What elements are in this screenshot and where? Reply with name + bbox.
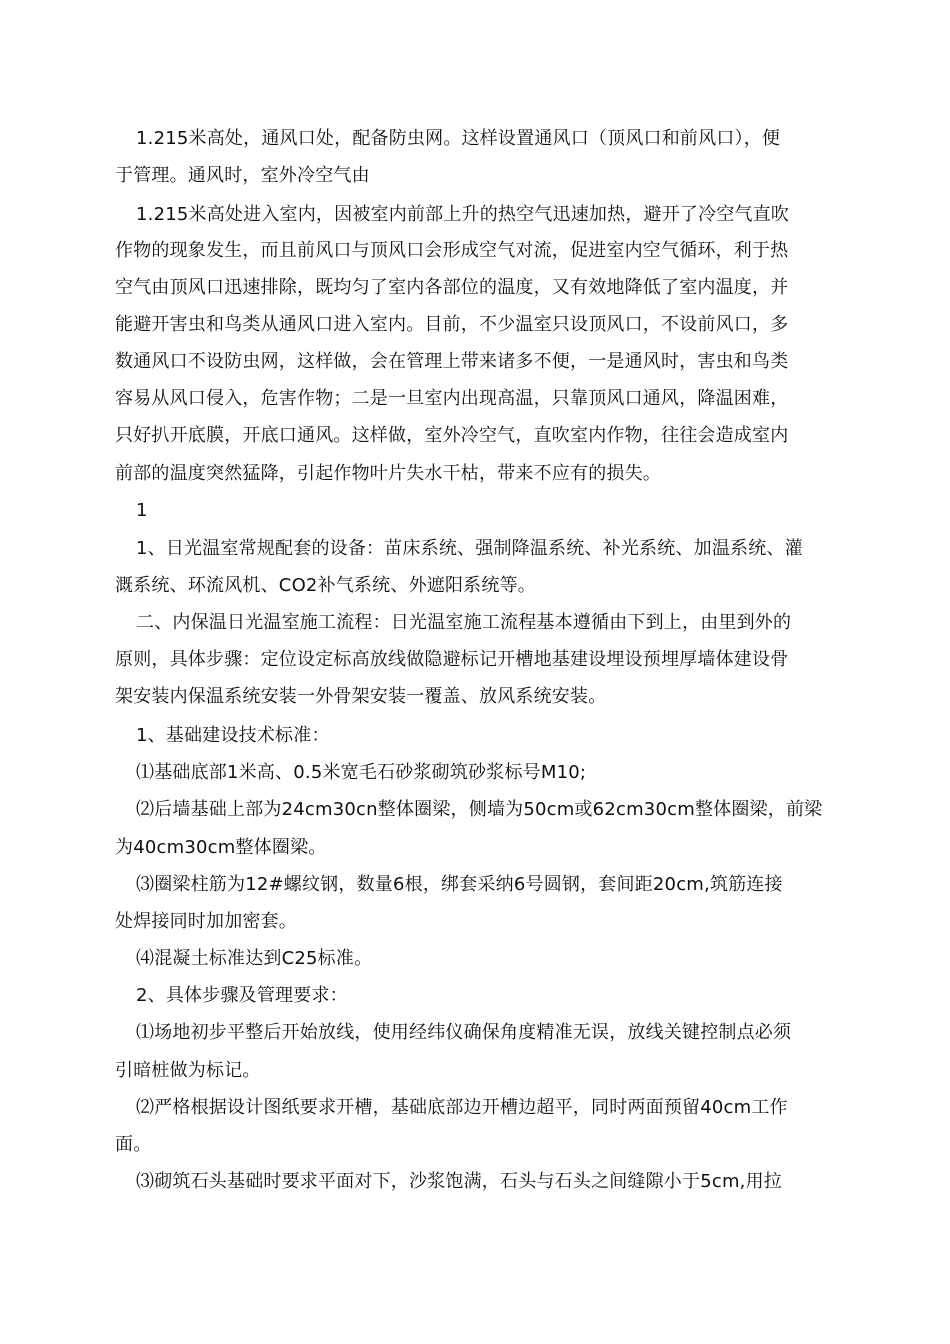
list-item: ⑶圈梁柱筋为12#螺纹钢，数量6根，绑套采纳6号圆钢，套间距20cm,筑筋连接 bbox=[136, 874, 783, 895]
list-item: ⑷混凝土标准达到C25标准。 bbox=[136, 948, 373, 969]
text-line: 引暗桩做为标记。 bbox=[115, 1060, 261, 1081]
list-item: ⑴场地初步平整后开始放线，使用经纬仪确保角度精准无误，放线关键控制点必须 bbox=[136, 1022, 792, 1043]
text-line: 容易从风口侵入，危害作物；二是一旦室内出现高温，只靠顶风口通风，降温困难， bbox=[115, 388, 789, 409]
text-line: 1、日光温室常规配套的设备：苗床系统、强制降温系统、补光系统、加温系统、灌 bbox=[136, 538, 803, 559]
text-line: 架安装内保温系统安装一外骨架安装一覆盖、放风系统安装。 bbox=[115, 686, 607, 707]
text-line: 于管理。通风时，室外冷空气由 bbox=[115, 165, 370, 186]
text-line: 作物的现象发生，而且前风口与顶风口会形成空气对流，促进室内空气循环，利于热 bbox=[115, 240, 789, 261]
list-item: ⑴基础底部1米高、0.5米宽毛石砂浆砌筑砂浆标号M10; bbox=[136, 762, 587, 783]
text-line: 为40cm30cm整体圈梁。 bbox=[115, 837, 327, 858]
list-item: ⑶砌筑石头基础时要求平面对下，沙浆饱满，石头与石头之间缝隙小于5cm,用拉 bbox=[136, 1171, 783, 1192]
text-line: 前部的温度突然猛降，引起作物叶片失水干枯，带来不应有的损失。 bbox=[115, 463, 661, 484]
text-line: 处焊接同时加加密套。 bbox=[115, 911, 297, 932]
subsection-heading: 1、基础建设技术标准： bbox=[136, 725, 330, 746]
list-item: ⑵后墙基础上部为24cm30cn整体圈梁，侧墙为50cm或62cm30cm整体圈梁，前梁 bbox=[136, 799, 823, 820]
text-line: 空气由顶风口迅速排除，既均匀了室内各部位的温度，又有效地降低了室内温度，并 bbox=[115, 277, 789, 298]
text-line: 能避开害虫和鸟类从通风口进入室内。目前，不少温室只设顶风口，不设前风口，多 bbox=[115, 314, 789, 335]
text-line: 原则，具体步骤：定位设定标高放线做隐避标记开槽地基建设埋设预埋厚墙体建设骨 bbox=[115, 649, 789, 670]
text-line: 1.215米高处，通风口处，配备防虫网。这样设置通风口（顶风口和前风口），便 bbox=[136, 128, 781, 149]
subsection-heading: 2、具体步骤及管理要求： bbox=[136, 985, 348, 1006]
section-heading: 二、内保温日光温室施工流程：日光温室施工流程基本遵循由下到上，由里到外的 bbox=[136, 612, 792, 633]
list-item: ⑵严格根据设计图纸要求开槽，基础底部边开槽边超平，同时两面预留40cm工作 bbox=[136, 1097, 788, 1118]
text-line: 面。 bbox=[115, 1134, 152, 1155]
text-line: 数通风口不设防虫网，这样做，会在管理上带来诸多不便，一是通风时，害虫和鸟类 bbox=[115, 351, 789, 372]
page-number: 1 bbox=[136, 500, 148, 521]
text-line: 1.215米高处进入室内，因被室内前部上升的热空气迅速加热，避开了冷空气直吹 bbox=[136, 204, 790, 225]
text-line: 溉系统、环流风机、CO2补气系统、外遮阳系统等。 bbox=[115, 575, 536, 596]
text-line: 只好扒开底膜，开底口通风。这样做，室外冷空气，直吹室内作物，往往会造成室内 bbox=[115, 425, 789, 446]
